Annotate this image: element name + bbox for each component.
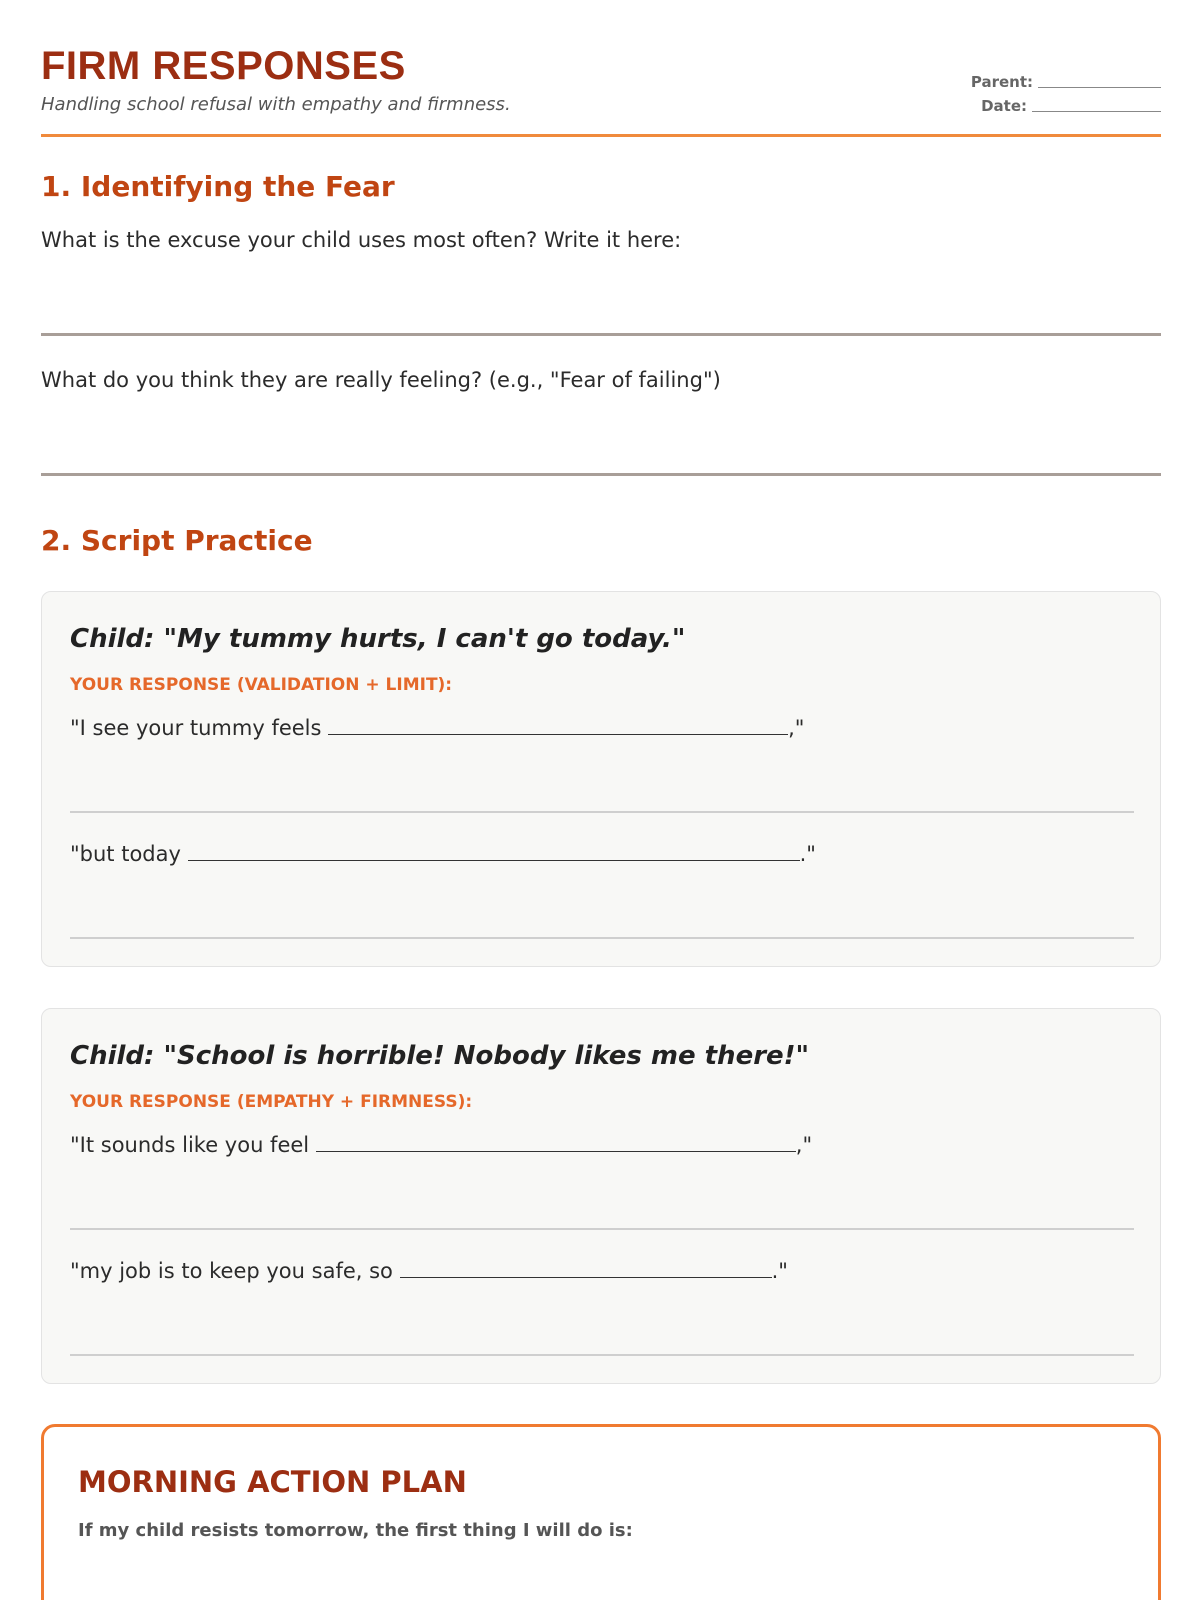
date-label: Date: [981,97,1027,115]
date-field[interactable] [971,96,1161,120]
page-title: FIRM RESPONSES [41,44,406,88]
worksheet-page [41,0,1161,1600]
script-card-1 [41,591,1161,967]
action-plan-title: MORNING ACTION PLAN [78,1465,467,1499]
answer-line[interactable] [70,1228,1134,1230]
script-line-2 [70,1258,788,1283]
action-plan-prompt: If my child resists tomorrow, the first thing I will do is: [78,1520,633,1541]
script-line-end: ," [795,1133,813,1157]
parent-field[interactable] [971,72,1161,96]
answer-line[interactable] [70,1354,1134,1356]
script-line-start: "but today [70,842,188,866]
response-label: YOUR RESPONSE (VALIDATION + LIMIT): [70,675,453,695]
answer-line[interactable] [70,937,1134,939]
excuse-answer-line[interactable] [41,333,1161,336]
fill-in-blank[interactable] [400,1258,772,1278]
script-line-start: "It sounds like you feel [70,1133,316,1157]
answer-line[interactable] [70,811,1134,813]
child-quote: Child: "My tummy hurts, I can't go today." [70,624,686,654]
section-2-heading: 2. Script Practice [41,524,313,557]
child-quote: Child: "School is horrible! Nobody likes me there!" [70,1041,810,1071]
feeling-prompt: What do you think they are really feeling? (e.g., "Fear of failing") [41,368,721,392]
parent-blank[interactable] [1038,87,1161,88]
fill-in-blank[interactable] [328,715,788,735]
fill-in-blank[interactable] [188,841,800,861]
fill-in-blank[interactable] [316,1132,796,1152]
date-blank[interactable] [1032,111,1161,112]
script-line-start: "my job is to keep you safe, so [70,1259,400,1283]
script-line-start: "I see your tummy feels [70,716,329,740]
feeling-answer-line[interactable] [41,473,1161,476]
script-line-end: ," [788,716,805,740]
page-subtitle: Handling school refusal with empathy and firmness. [41,94,511,115]
parent-label: Parent: [970,73,1033,91]
script-card-2 [41,1008,1161,1384]
script-line-end: ." [799,842,816,866]
excuse-prompt: What is the excuse your child uses most often? Write it here: [41,228,682,252]
script-line-2 [70,841,816,866]
morning-action-plan [41,1424,1161,1600]
script-line-1 [70,715,804,740]
response-label: YOUR RESPONSE (EMPATHY + FIRMNESS): [70,1092,473,1112]
section-1-heading: 1. Identifying the Fear [41,170,395,203]
meta-fields [971,72,1161,120]
worksheet-header [41,0,1161,137]
script-line-end: ." [771,1259,788,1283]
script-line-1 [70,1132,812,1157]
